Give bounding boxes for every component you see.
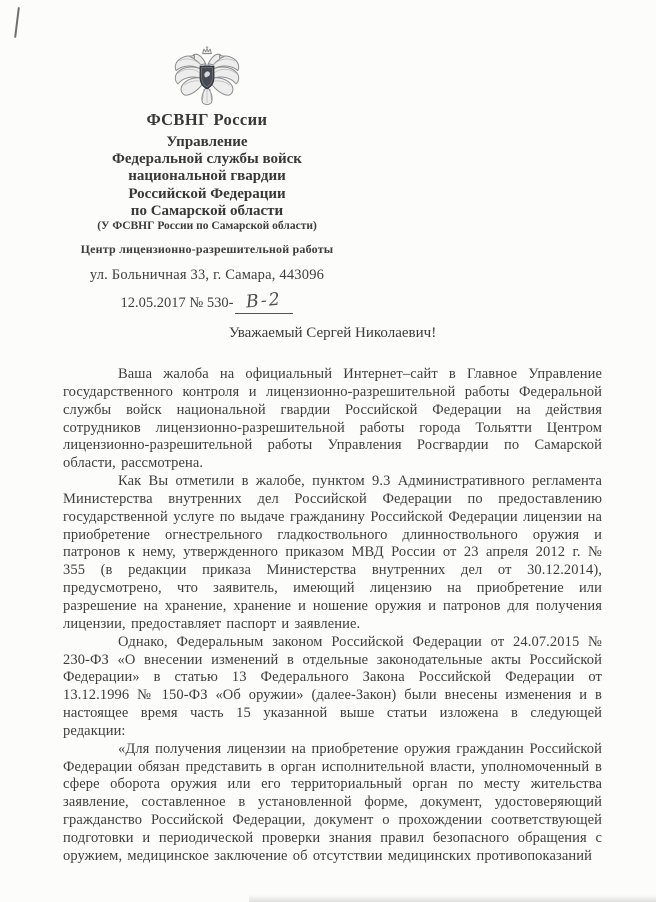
body-paragraph: Однако, Федеральным законом Российской Федерации от 24.07.2015 № 230-ФЗ «О внесении изменений в отдельные законодательные акты Российской Федерации» в статью 13 Федерального Закона Российской Федерации от 13.12.1996 № 150-ФЗ «Об оружии» (далее-Закон) были внесены изменения и в настоящее время часть 15 указанной выше статьи изложена в следующей редакции:	[63, 633, 602, 739]
org-name-line: по Самарской области	[130, 202, 284, 219]
letter-body	[63, 324, 602, 866]
org-name-line: Российской Федерации	[128, 185, 286, 202]
pen-stroke-mark	[14, 7, 20, 38]
department-name: Центр лицензионно-разрешительной работы	[80, 241, 334, 256]
org-name-line: национальной гвардии	[128, 168, 286, 185]
org-abbreviation-note: (У ФСВНГ России по Самарской области)	[97, 220, 317, 233]
rosgvardia-emblem-icon	[169, 46, 245, 109]
salutation: Уважаемый Сергей Николаевич!	[228, 325, 437, 341]
body-paragraph: Ваша жалоба на официальный Интернет–сайт в Главное Управление государственного контроля и лицензионно-разрешительной работы Федеральной службы войск национальной гвардии Российской Федерации на действия сотрудников лицензионно-разрешительной работы города Тольятти Центром лицензионно-разрешительной работы Управления Росгвардии по Самарской области, рассмотрена.	[63, 366, 602, 472]
org-address: ул. Больничная 33, г. Самара, 443096	[89, 266, 325, 283]
letterhead	[0, 46, 414, 314]
body-paragraph: «Для получения лицензии на приобретение оружия гражданин Российской Федерации обязан представить в орган исполнительной власти, уполномоченный в сфере оборота оружия или его территориальный орган по месту жительства заявление, составленное в установленной форме, документ, удостоверяющий гражданство Российской Федерации, документ о прохождении соответствующей подготовки и периодической проверки знания правил безопасного обращения с оружием, медицинское заключение об отсутствии медицинских противопоказаний	[63, 740, 602, 864]
date-and-number-line	[0, 288, 414, 314]
handwritten-number-underline	[235, 288, 293, 314]
date-number-prefix: 12.05.2017 № 530-	[120, 294, 234, 311]
org-name-line: Федеральной службы войск	[112, 151, 302, 168]
handwritten-number: В-2	[245, 288, 284, 313]
org-name-line: Управление	[166, 134, 248, 150]
body-paragraph: Как Вы отметили в жалобе, пунктом 9.3 Административного регламента Министерства внутренних дел Российской Федерации по предоставлению государственной услуге по выдаче гражданину Российской Федерации лицензии на приобретение огнестрельного гладкоствольного длинноствольного оружия и патронов к нему, утвержденного приказом МВД России от 23 апреля 2012 г. № 355 (в редакции приказа Министерства внутренних дел от 30.12.2014), предусмотрено, что заявитель, имеющий лицензию на приобретение или разрешение на хранение, хранение и ношение оружия и патронов для получения лицензии, предоставляет паспорт и заявление.	[63, 473, 602, 632]
org-abbreviated-name: ФСВНГ России	[146, 110, 268, 129]
scanner-edge-shadow	[249, 895, 656, 902]
org-full-name	[0, 134, 414, 220]
